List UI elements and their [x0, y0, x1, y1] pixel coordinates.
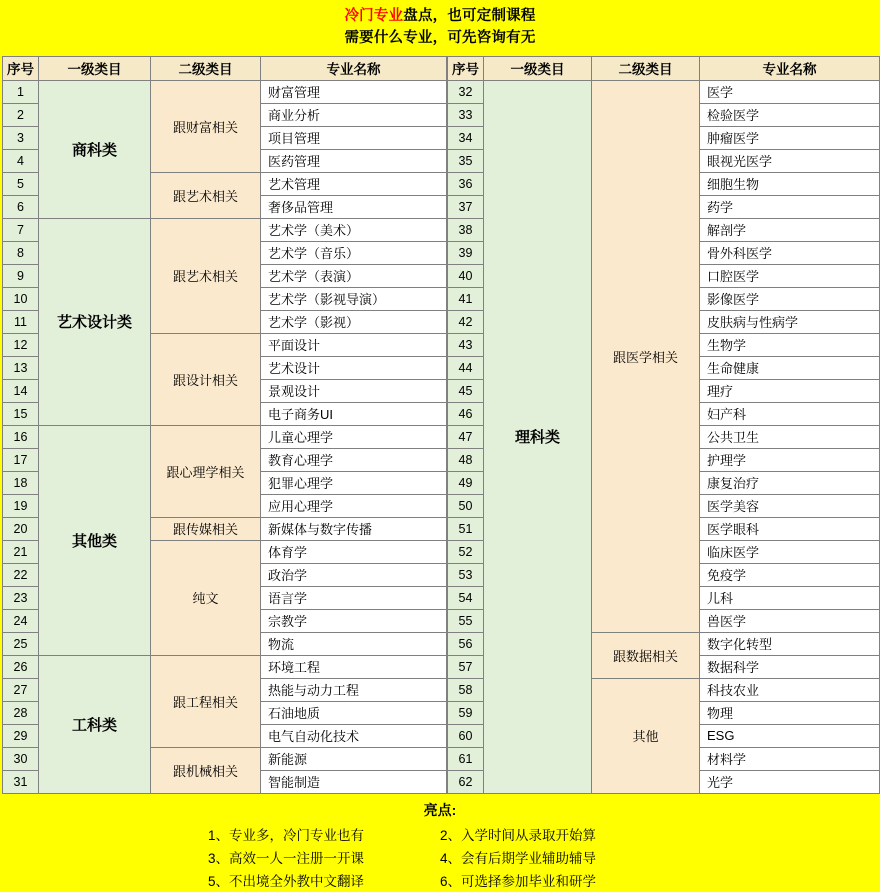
cell-major-name: 药学 [700, 195, 880, 218]
table-row [3, 218, 447, 241]
cell-major-name: 奢侈品管理 [261, 195, 447, 218]
table-row [448, 80, 880, 103]
cell-index: 12 [3, 333, 39, 356]
cell-index: 58 [448, 678, 484, 701]
table-header-row-left [3, 56, 447, 80]
cell-index: 55 [448, 609, 484, 632]
cell-index: 48 [448, 448, 484, 471]
cell-major-name: 公共卫生 [700, 425, 880, 448]
column-header-index: 序号 [3, 56, 39, 80]
cell-major-name: 理疗 [700, 379, 880, 402]
cell-index: 62 [448, 770, 484, 793]
banner-line-2: 需要什么专业，可先咨询有无 [344, 30, 536, 47]
highlights-title: 亮点: [423, 801, 457, 818]
cell-major-name: 景观设计 [261, 379, 447, 402]
cell-index: 18 [3, 471, 39, 494]
cell-major-name: 环境工程 [261, 655, 447, 678]
cell-major-name: 免疫学 [700, 563, 880, 586]
cell-major-name: 医学 [700, 80, 880, 103]
cell-major-name: 电气自动化技术 [261, 724, 447, 747]
cell-index: 15 [3, 402, 39, 425]
cell-major-name: 细胞生物 [700, 172, 880, 195]
banner-line-1 [0, 5, 880, 27]
cell-category1: 艺术设计类 [39, 218, 151, 425]
cell-index: 21 [3, 540, 39, 563]
cell-category2: 纯文 [151, 540, 261, 655]
cell-major-name: 眼视光医学 [700, 149, 880, 172]
cell-major-name: 妇产科 [700, 402, 880, 425]
cell-index: 9 [3, 264, 39, 287]
cell-index: 51 [448, 517, 484, 540]
cell-category2: 跟心理学相关 [151, 425, 261, 517]
cell-major-name: 口腔医学 [700, 264, 880, 287]
cell-index: 35 [448, 149, 484, 172]
cell-major-name: 体育学 [261, 540, 447, 563]
cell-major-name: 医药管理 [261, 149, 447, 172]
cell-index: 30 [3, 747, 39, 770]
cell-index: 39 [448, 241, 484, 264]
cell-major-name: 新能源 [261, 747, 447, 770]
table-header-row-right [448, 56, 880, 80]
cell-major-name: 科技农业 [700, 678, 880, 701]
table-row [3, 80, 447, 103]
cell-index: 54 [448, 586, 484, 609]
cell-major-name: 骨外科医学 [700, 241, 880, 264]
cell-category2: 跟财富相关 [151, 80, 261, 172]
cell-category2: 跟艺术相关 [151, 218, 261, 333]
cell-major-name: 皮肤病与性病学 [700, 310, 880, 333]
cell-major-name: 平面设计 [261, 333, 447, 356]
cell-index: 13 [3, 356, 39, 379]
cell-category1: 商科类 [39, 80, 151, 218]
cell-index: 2 [3, 103, 39, 126]
cell-index: 10 [3, 287, 39, 310]
cell-major-name: 教育心理学 [261, 448, 447, 471]
cell-index: 5 [3, 172, 39, 195]
cell-major-name: 艺术学（影视导演） [261, 287, 447, 310]
cell-index: 3 [3, 126, 39, 149]
cell-category1: 其他类 [39, 425, 151, 655]
cell-major-name: 生物学 [700, 333, 880, 356]
cell-category2: 跟设计相关 [151, 333, 261, 425]
cell-major-name: 影像医学 [700, 287, 880, 310]
banner-highlight-text: 冷门专业 [344, 8, 404, 24]
cell-index: 16 [3, 425, 39, 448]
cell-major-name: 语言学 [261, 586, 447, 609]
column-header-index: 序号 [448, 56, 484, 80]
cell-index: 45 [448, 379, 484, 402]
cell-major-name: 犯罪心理学 [261, 471, 447, 494]
cell-index: 59 [448, 701, 484, 724]
highlight-item: 6、可选择参加毕业和研学 [440, 873, 597, 889]
cell-category1: 工科类 [39, 655, 151, 793]
cell-major-name: 新媒体与数字传播 [261, 517, 447, 540]
cell-index: 26 [3, 655, 39, 678]
cell-index: 11 [3, 310, 39, 333]
cell-major-name: 艺术学（影视） [261, 310, 447, 333]
table-row [3, 425, 447, 448]
column-header-category2: 二级类目 [151, 56, 261, 80]
banner-line-1-rest: 盘点，也可定制课程 [403, 8, 536, 24]
cell-major-name: 兽医学 [700, 609, 880, 632]
cell-index: 31 [3, 770, 39, 793]
highlights-section [0, 794, 880, 892]
cell-major-name: ESG [700, 724, 880, 747]
highlight-item: 4、会有后期学业辅助辅导 [440, 850, 597, 866]
cell-major-name: 政治学 [261, 563, 447, 586]
cell-major-name: 材料学 [700, 747, 880, 770]
cell-index: 24 [3, 609, 39, 632]
cell-index: 8 [3, 241, 39, 264]
cell-major-name: 智能制造 [261, 770, 447, 793]
cell-major-name: 宗教学 [261, 609, 447, 632]
cell-category2: 跟传媒相关 [151, 517, 261, 540]
cell-index: 41 [448, 287, 484, 310]
cell-major-name: 石油地质 [261, 701, 447, 724]
majors-table-right [447, 56, 880, 794]
cell-major-name: 商业分析 [261, 103, 447, 126]
cell-major-name: 护理学 [700, 448, 880, 471]
cell-major-name: 康复治疗 [700, 471, 880, 494]
cell-index: 49 [448, 471, 484, 494]
cell-index: 56 [448, 632, 484, 655]
highlight-item: 1、专业多，冷门专业也有 [208, 827, 365, 843]
column-header-category2: 二级类目 [592, 56, 700, 80]
cell-major-name: 财富管理 [261, 80, 447, 103]
column-header-major: 专业名称 [700, 56, 880, 80]
table-body-left [3, 80, 447, 793]
cell-major-name: 物理 [700, 701, 880, 724]
cell-index: 20 [3, 517, 39, 540]
cell-category2: 跟机械相关 [151, 747, 261, 793]
header-banner [0, 0, 880, 56]
cell-major-name: 医学美容 [700, 494, 880, 517]
cell-major-name: 数据科学 [700, 655, 880, 678]
column-header-category1: 一级类目 [39, 56, 151, 80]
highlight-item: 5、不出境全外教中文翻译 [208, 873, 365, 889]
cell-index: 4 [3, 149, 39, 172]
cell-index: 52 [448, 540, 484, 563]
cell-index: 17 [3, 448, 39, 471]
cell-major-name: 医学眼科 [700, 517, 880, 540]
highlights-row [208, 869, 672, 891]
cell-major-name: 艺术设计 [261, 356, 447, 379]
cell-index: 32 [448, 80, 484, 103]
cell-major-name: 解剖学 [700, 218, 880, 241]
cell-index: 40 [448, 264, 484, 287]
cell-major-name: 项目管理 [261, 126, 447, 149]
cell-category2: 跟数据相关 [592, 632, 700, 678]
cell-major-name: 物流 [261, 632, 447, 655]
cell-index: 44 [448, 356, 484, 379]
cell-major-name: 检验医学 [700, 103, 880, 126]
column-header-major: 专业名称 [261, 56, 447, 80]
column-header-category1: 一级类目 [484, 56, 592, 80]
cell-index: 37 [448, 195, 484, 218]
highlights-row [208, 823, 672, 845]
cell-category1: 理科类 [484, 80, 592, 793]
cell-index: 57 [448, 655, 484, 678]
cell-major-name: 儿童心理学 [261, 425, 447, 448]
cell-index: 27 [3, 678, 39, 701]
cell-index: 28 [3, 701, 39, 724]
majors-tables [0, 56, 880, 794]
highlight-item: 3、高效一人一注册一开课 [208, 850, 365, 866]
cell-index: 38 [448, 218, 484, 241]
cell-major-name: 临床医学 [700, 540, 880, 563]
cell-major-name: 艺术学（表演） [261, 264, 447, 287]
cell-index: 47 [448, 425, 484, 448]
table-row [3, 655, 447, 678]
cell-index: 22 [3, 563, 39, 586]
cell-index: 53 [448, 563, 484, 586]
cell-category2: 其他 [592, 678, 700, 793]
cell-category2: 跟医学相关 [592, 80, 700, 632]
cell-major-name: 热能与动力工程 [261, 678, 447, 701]
cell-index: 33 [448, 103, 484, 126]
cell-major-name: 肿瘤医学 [700, 126, 880, 149]
cell-index: 6 [3, 195, 39, 218]
cell-index: 14 [3, 379, 39, 402]
cell-major-name: 艺术管理 [261, 172, 447, 195]
cell-index: 46 [448, 402, 484, 425]
cell-index: 36 [448, 172, 484, 195]
cell-index: 34 [448, 126, 484, 149]
cell-index: 60 [448, 724, 484, 747]
cell-index: 25 [3, 632, 39, 655]
cell-index: 43 [448, 333, 484, 356]
cell-index: 42 [448, 310, 484, 333]
cell-index: 7 [3, 218, 39, 241]
cell-major-name: 数字化转型 [700, 632, 880, 655]
majors-table-left [2, 56, 447, 794]
highlight-item: 2、入学时间从录取开始算 [440, 827, 597, 843]
cell-major-name: 儿科 [700, 586, 880, 609]
cell-major-name: 电子商务UI [261, 402, 447, 425]
cell-index: 1 [3, 80, 39, 103]
cell-major-name: 艺术学（美术） [261, 218, 447, 241]
cell-index: 19 [3, 494, 39, 517]
cell-category2: 跟艺术相关 [151, 172, 261, 218]
cell-category2: 跟工程相关 [151, 655, 261, 747]
cell-index: 29 [3, 724, 39, 747]
cell-index: 50 [448, 494, 484, 517]
cell-index: 61 [448, 747, 484, 770]
cell-major-name: 艺术学（音乐） [261, 241, 447, 264]
cell-major-name: 光学 [700, 770, 880, 793]
cell-major-name: 应用心理学 [261, 494, 447, 517]
highlights-grid [208, 823, 672, 892]
table-body-right [448, 80, 880, 793]
cell-major-name: 生命健康 [700, 356, 880, 379]
cell-index: 23 [3, 586, 39, 609]
